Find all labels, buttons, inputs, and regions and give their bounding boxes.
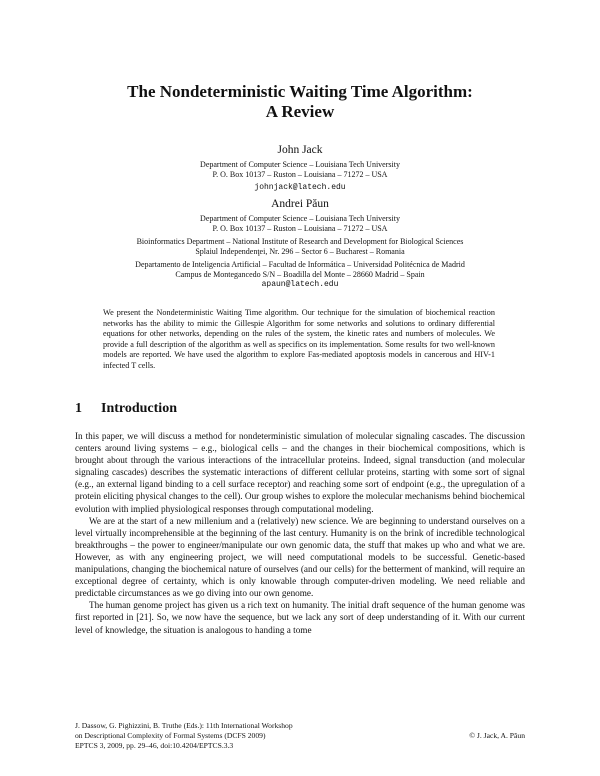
- affiliation-line: P. O. Box 10137 – Ruston – Louisiana – 71272 – USA: [212, 170, 388, 179]
- section-title: Introduction: [101, 401, 177, 416]
- footer: [75, 721, 525, 751]
- affiliation-line: Department of Computer Science – Louisiana Tech University: [200, 214, 400, 223]
- copyright-notice: © J. Jack, A. Păun: [469, 731, 525, 740]
- affiliation-line: Bioinformatics Department – National Institute of Research and Development for Biological Sciences: [136, 237, 464, 246]
- body-text: [75, 430, 525, 636]
- affiliation-line: Department of Computer Science – Louisiana Tech University: [200, 160, 400, 169]
- title-line-2: A Review: [265, 102, 335, 121]
- author-1-email: johnjack@latech.edu: [254, 183, 346, 192]
- title-line-1: The Nondeterministic Waiting Time Algorithm:: [127, 82, 473, 101]
- affiliation-line: Campus de Montegancedo S/N – Boadilla del Monte – 28660 Madrid – Spain: [175, 270, 425, 279]
- author-2-affiliation: [60, 214, 540, 280]
- footer-line: EPTCS 3, 2009, pp. 29–46, doi:10.4204/EPTCS.3.3: [75, 741, 234, 750]
- author-2-email: apaun@latech.edu: [261, 280, 339, 289]
- footer-line: on Descriptional Complexity of Formal Systems (DCFS 2009): [75, 731, 266, 740]
- paper-title: [60, 82, 540, 122]
- affiliation-line: Splaiul Independenţei, Nr. 296 – Sector 6 – Bucharest – Romania: [195, 247, 405, 256]
- body-paragraph: The human genome project has given us a rich text on humanity. The initial draft sequence of the human genome was first reported in [21]. So, we now have the sequence, but we lack any sort of deep understanding of it. With our current level of knowledge, the situation is analogous to handing a tome: [75, 600, 525, 635]
- body-paragraph: We are at the start of a new millenium and a (relatively) new science. We are beginning to understand ourselves on a level virtually incomprehensible at the beginning of the last century. Humanity is on the brink of incredible technological breakthroughs – the power to engineer/manipulate our own genomic data, the stuff that makes up who and what we are. However, as with any engineering project, we will need computational models to be successful. Genetic-based manipulations, changing the biochemical nature of ourselves (and our cells) for the betterment of mankind, will require an exceptional degree of certainty, which is only knowable through computer-driven modeling. We need reliable and predictable circumstances as we go diving into our own genome.: [75, 515, 525, 599]
- affiliation-line: Departamento de Inteligencia Artificial – Facultad de Informática – Universidad Politécnica de Madrid: [135, 260, 465, 269]
- author-1-name: John Jack: [277, 144, 323, 156]
- author-1-affiliation: [60, 160, 540, 180]
- abstract: We present the Nondeterministic Waiting Time algorithm. Our technique for the simulation of biochemical reaction networks has the ability to mimic the Gillespie Algorithm for some networks and solutions to ordinary differential equations for other networks, depending on the rules of the system, the kinetic rates and numbers of molecules. We provide a full description of the algorithm as well as specifics on its implementation. Some results for two well-known models are reported. We have used the algorithm to explore Fas-mediated apoptosis models in cancerous and HIV-1 infected T cells.: [103, 308, 495, 370]
- body-paragraph: In this paper, we will discuss a method for nondeterministic simulation of molecular signaling cascades. The discussion centers around living systems – e.g., biological cells – and the changes in their biochemical compositions, which is brought about through the various interactions of the intracellular proteins. Indeed, signal transduction (and molecular signaling cascades) describes the systematic interactions of different cellular proteins, starting with some sort of signal (e.g., an external ligand binding to a cell surface receptor) and reaching some sort of endpoint (e.g., the upregulation of a protein eliciting physical changes to the cell). Our group wishes to explore the molecular mechanisms behind biochemical evolution with implied physiological responses through computational modeling.: [75, 431, 525, 514]
- author-2-name: Andrei Păun: [271, 198, 329, 210]
- footer-line: J. Dassow, G. Pighizzini, B. Truthe (Eds.): 11th International Workshop: [75, 721, 293, 730]
- section-heading: [75, 401, 177, 417]
- affiliation-line: P. O. Box 10137 – Ruston – Louisiana – 71272 – USA: [212, 224, 388, 233]
- section-number: 1: [75, 401, 82, 416]
